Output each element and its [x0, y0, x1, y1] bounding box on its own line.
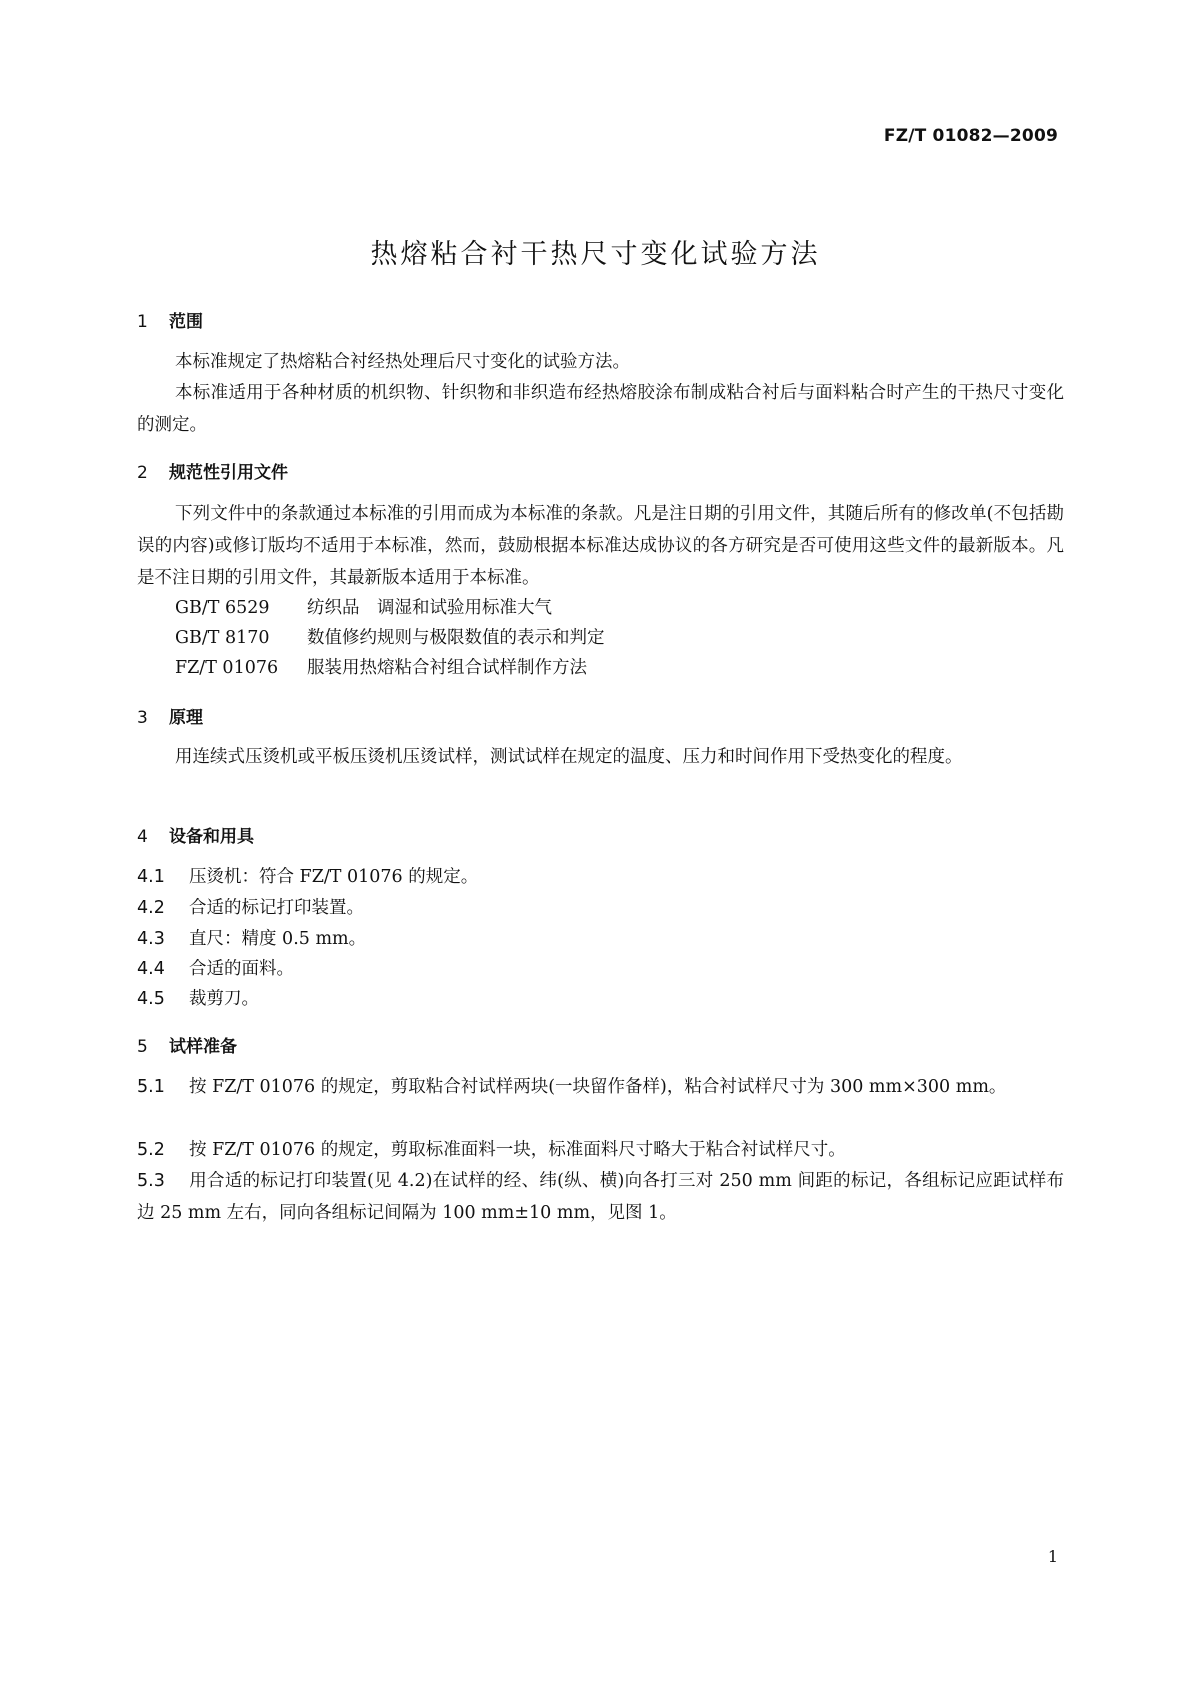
clause-number: 5.2	[137, 1140, 165, 1160]
section-number: 2	[137, 463, 148, 483]
section-title: 范围	[169, 312, 203, 332]
subclause-4-2	[137, 892, 1064, 924]
clause-text: 压烫机：符合 FZ/T 01076 的规定。	[189, 867, 479, 887]
reference-code: GB/T 6529	[175, 598, 270, 618]
section-title: 设备和用具	[169, 827, 254, 847]
reference-title: 纺织品 调湿和试验用标准大气	[307, 598, 552, 618]
section-3-heading	[137, 703, 203, 728]
clause-text: 用合适的标记打印装置(见 4.2)在试样的经、纬(纵、横)向各打三对 250 mm 间距的标记，各组标记应距试样布边 25 mm 左右，同向各组标记间隔为 100 mm±10 mm，见图 1。	[137, 1171, 1064, 1223]
clause-number: 4.3	[137, 929, 165, 949]
clause-number: 4.5	[137, 989, 165, 1009]
clause-number: 4.4	[137, 959, 165, 979]
clause-text: 裁剪刀。	[189, 989, 259, 1009]
reference-title: 数值修约规则与极限数值的表示和判定	[307, 628, 605, 648]
subclause-5-3	[137, 1165, 1064, 1229]
subclause-4-3	[137, 923, 1064, 955]
section-2-paragraph-1: 下列文件中的条款通过本标准的引用而成为本标准的条款。凡是注日期的引用文件，其随后所有的修改单(不包括勘误的内容)或修订版均不适用于本标准，然而，鼓励根据本标准达成协议的各方研究是否可使用这些文件的最新版本。凡是不注日期的引用文件，其最新版本适用于本标准。	[137, 504, 1064, 588]
section-5-heading	[137, 1032, 237, 1057]
section-4-heading	[137, 822, 254, 847]
clause-text: 合适的面料。	[189, 959, 294, 979]
clause-number: 5.1	[137, 1077, 165, 1097]
clause-text: 合适的标记打印装置。	[189, 898, 364, 918]
section-number: 5	[137, 1037, 148, 1057]
section-title: 原理	[169, 708, 203, 728]
subclause-4-5	[137, 983, 1064, 1015]
clause-number: 4.2	[137, 898, 165, 918]
reference-code: GB/T 8170	[175, 628, 270, 648]
section-1-heading	[137, 307, 203, 332]
subclause-4-1	[137, 861, 1064, 893]
reference-item	[175, 594, 552, 619]
clause-text: 按 FZ/T 01076 的规定，剪取标准面料一块，标准面料尺寸略大于粘合衬试样尺寸。	[189, 1140, 846, 1160]
section-number: 4	[137, 827, 148, 847]
section-1-paragraph-2: 本标准适用于各种材质的机织物、针织物和非织造布经热熔胶涂布制成粘合衬后与面料粘合时产生的干热尺寸变化的测定。	[137, 383, 1064, 435]
subclause-5-2	[137, 1134, 1064, 1166]
page-number: 1	[1047, 1547, 1058, 1566]
subclause-5-1	[137, 1071, 1064, 1103]
subclause-4-4	[137, 953, 1064, 985]
clause-text: 直尺：精度 0.5 mm。	[189, 929, 367, 949]
section-3-paragraph-1: 用连续式压烫机或平板压烫机压烫试样，测试试样在规定的温度、压力和时间作用下受热变化的程度。	[175, 747, 963, 767]
document-title: 热熔粘合衬干热尺寸变化试验方法	[370, 239, 821, 270]
section-number: 3	[137, 708, 148, 728]
section-title: 试样准备	[169, 1037, 237, 1057]
section-title: 规范性引用文件	[169, 463, 288, 483]
clause-text: 按 FZ/T 01076 的规定，剪取粘合衬试样两块(一块留作备样)，粘合衬试样尺寸为 300 mm×300 mm。	[189, 1077, 1007, 1097]
section-1-paragraph-1: 本标准规定了热熔粘合衬经热处理后尺寸变化的试验方法。	[175, 352, 630, 372]
clause-number: 4.1	[137, 867, 165, 887]
standard-number: FZ/T 01082—2009	[883, 126, 1058, 146]
reference-code: FZ/T 01076	[175, 658, 279, 678]
reference-item	[175, 624, 605, 649]
clause-number: 5.3	[137, 1171, 165, 1191]
section-2-heading	[137, 458, 288, 483]
reference-item	[175, 654, 587, 679]
section-number: 1	[137, 312, 148, 332]
reference-title: 服装用热熔粘合衬组合试样制作方法	[307, 658, 587, 678]
